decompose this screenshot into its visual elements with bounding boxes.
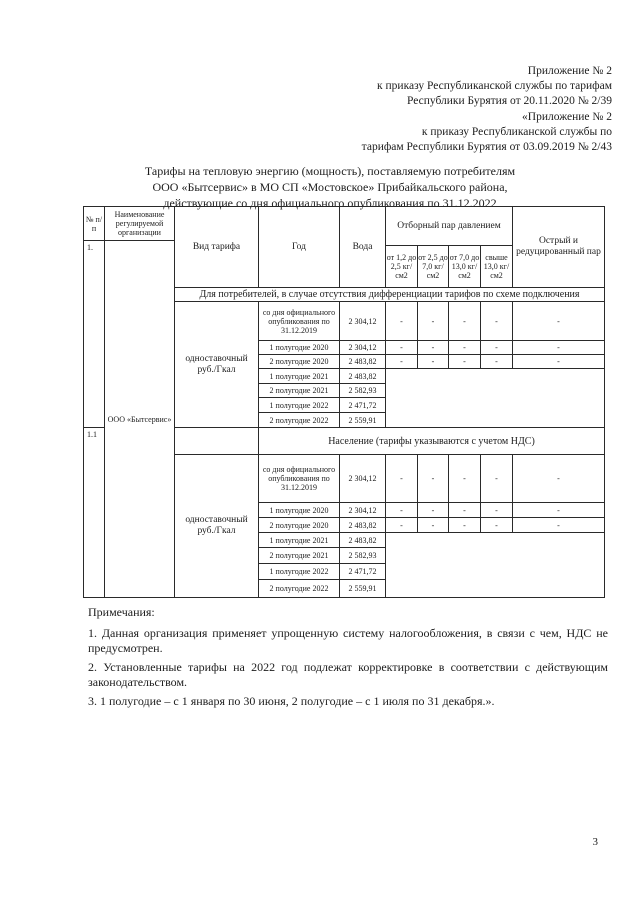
value-1-5: 2 471,72 [339, 397, 386, 413]
dash-cell: - [448, 454, 481, 503]
dash-cell: - [385, 340, 418, 355]
period-2-4: 2 полугодие 2021 [258, 547, 340, 564]
value-2-4: 2 582,93 [339, 547, 386, 564]
value-2-3: 2 483,82 [339, 532, 386, 548]
value-2-6: 2 559,91 [339, 579, 386, 598]
section-population: Население (тарифы указываются с учетом НДС) [258, 427, 605, 455]
value-1-3: 2 483,82 [339, 368, 386, 384]
value-1-6: 2 559,91 [339, 412, 386, 428]
value-2-1: 2 304,12 [339, 502, 386, 518]
dash-cell: - [448, 340, 481, 355]
note-3: 3. 1 полугодие – с 1 января по 30 июня, 2 полугодие – с 1 июля по 31 декабря.». [88, 694, 495, 708]
tariff-type-1: одноставочный руб./Гкал [174, 301, 259, 428]
title-line-3: действующие со дня официального опубликования по 31.12.2022 [163, 196, 497, 210]
section-consumers: Для потребителей, в случае отсутствия дифференциации тарифов по схеме подключения [174, 287, 605, 302]
period-1-6: 2 полугодие 2022 [258, 412, 340, 428]
period-1-0: со дня официального опубликования по 31.12.2019 [258, 301, 340, 341]
header-line-5: к приказу Республиканской службы по [421, 126, 612, 138]
header-org: Наименование регулируемой организации [104, 206, 175, 241]
period-1-4: 2 полугодие 2021 [258, 383, 340, 398]
value-1-2: 2 483,82 [339, 354, 386, 369]
dash-cell: - [417, 454, 449, 503]
title-line-2: ООО «Бытсервис» в МО СП «Мостовское» Прибайкальского района, [152, 180, 508, 194]
dash-cell: - [512, 301, 605, 341]
note-2: 2. Установленные тарифы на 2022 год подлежат корректировке в соответствии с действующим законодательством. [88, 660, 608, 689]
header-year: Год [258, 206, 340, 288]
dash-cell: - [512, 454, 605, 503]
dash-cell: - [512, 517, 605, 533]
value-1-0: 2 304,12 [339, 301, 386, 341]
dash-cell: - [480, 454, 513, 503]
tariff-type-2: одноставочный руб./Гкал [174, 454, 259, 598]
dash-cell: - [385, 454, 418, 503]
title-line-1: Тарифы на тепловую энергию (мощность), поставляемую потребителям [144, 164, 516, 178]
value-2-2: 2 483,82 [339, 517, 386, 533]
notes-title: Примечания: [88, 605, 155, 619]
value-1-4: 2 582,93 [339, 383, 386, 398]
period-2-3: 1 полугодие 2021 [258, 532, 340, 548]
dash-cell: - [417, 301, 449, 341]
dash-cell: - [480, 340, 513, 355]
period-2-0: со дня официального опубликования по 31.12.2019 [258, 454, 340, 503]
header-pressure-3: от 7,0 до 13,0 кг/см2 [448, 245, 481, 288]
header-sharp-steam: Острый и редуцированный пар [512, 206, 605, 288]
dash-cell: - [417, 502, 449, 518]
period-2-1: 1 полугодие 2020 [258, 502, 340, 518]
org-name: ООО «Бытсервис» [104, 240, 175, 598]
empty-cell [174, 427, 259, 455]
header-line-1: Приложение № 2 [527, 65, 612, 77]
header-water: Вода [339, 206, 386, 288]
row-number-1-1: 1.1 [83, 427, 105, 598]
dash-cell: - [385, 517, 418, 533]
dash-cell: - [480, 301, 513, 341]
period-1-2: 2 полугодие 2020 [258, 354, 340, 369]
dash-cell: - [417, 354, 449, 369]
dash-cell: - [385, 301, 418, 341]
header-pressure-2: от 2,5 до 7,0 кг/см2 [417, 245, 449, 288]
dash-cell: - [480, 502, 513, 518]
value-2-5: 2 471,72 [339, 563, 386, 580]
period-2-6: 2 полугодие 2022 [258, 579, 340, 598]
row-number-1: 1. [83, 240, 105, 428]
dash-cell: - [448, 301, 481, 341]
dash-cell: - [385, 354, 418, 369]
period-1-5: 1 полугодие 2022 [258, 397, 340, 413]
dash-cell: - [480, 517, 513, 533]
header-line-2: к приказу Республиканской службы по тарифам [377, 80, 612, 92]
header-pressure-1: от 1,2 до 2,5 кг/см2 [385, 245, 418, 288]
period-2-2: 2 полугодие 2020 [258, 517, 340, 533]
dash-cell: - [512, 340, 605, 355]
dash-cell: - [512, 354, 605, 369]
header-pressure-4: свыше 13,0 кг/см2 [480, 245, 513, 288]
page-number: 3 [592, 836, 598, 848]
empty-merged-cell [385, 532, 605, 598]
value-2-0: 2 304,12 [339, 454, 386, 503]
period-1-1: 1 полугодие 2020 [258, 340, 340, 355]
header-tariff-type: Вид тарифа [174, 206, 259, 288]
header-line-3: Республики Бурятия от 20.11.2020 № 2/39 [406, 95, 612, 107]
period-1-3: 1 полугодие 2021 [258, 368, 340, 384]
dash-cell: - [417, 517, 449, 533]
dash-cell: - [480, 354, 513, 369]
dash-cell: - [448, 517, 481, 533]
dash-cell: - [448, 502, 481, 518]
dash-cell: - [448, 354, 481, 369]
header-steam: Отборный пар давлением [385, 206, 513, 246]
dash-cell: - [385, 502, 418, 518]
dash-cell: - [417, 340, 449, 355]
header-line-6: тарифам Республики Бурятия от 03.09.2019 № 2/43 [361, 141, 612, 153]
value-1-1: 2 304,12 [339, 340, 386, 355]
dash-cell: - [512, 502, 605, 518]
empty-merged-cell [385, 368, 605, 428]
note-1: 1. Данная организация применяет упрощенную систему налогообложения, в связи с чем, НДС не предусмотрен. [88, 626, 608, 655]
period-2-5: 1 полугодие 2022 [258, 563, 340, 580]
header-line-4: «Приложение № 2 [522, 111, 612, 123]
header-num: № п/п [83, 206, 105, 241]
